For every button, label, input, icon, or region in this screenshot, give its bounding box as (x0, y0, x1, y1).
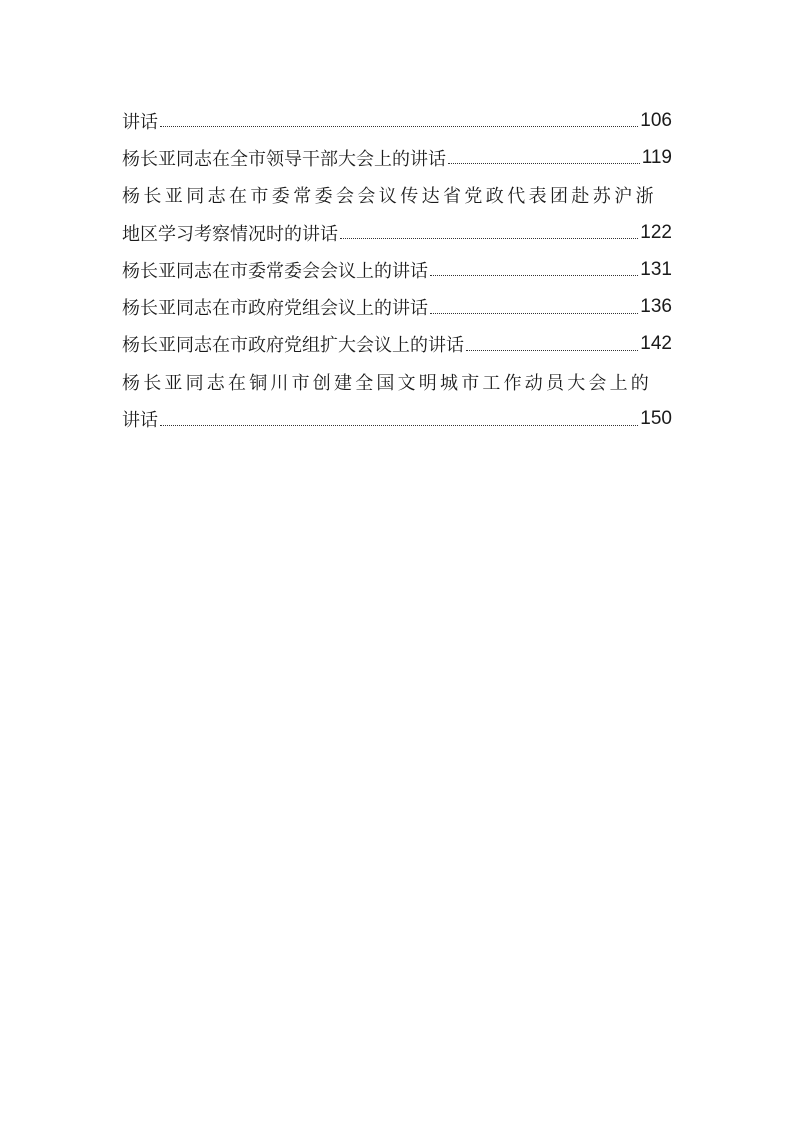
toc-page-number: 106 (640, 109, 672, 131)
toc-entry-4[interactable] (122, 251, 672, 288)
dot-leader (430, 275, 638, 276)
dot-leader (160, 126, 638, 127)
toc-entry-3-line-2[interactable] (122, 214, 672, 251)
toc-page-number: 119 (641, 146, 672, 168)
toc-entry-7-line-1[interactable] (122, 363, 672, 400)
toc-entry-title: 杨长亚同志在市政府党组扩大会议上的讲话 (122, 335, 464, 357)
toc-page-number: 150 (640, 408, 672, 430)
toc-page-number: 136 (640, 296, 672, 318)
toc-entry-1[interactable] (122, 102, 672, 139)
toc-entry-title: 杨长亚同志在全市领导干部大会上的讲话 (122, 148, 446, 170)
toc-entry-title: 杨长亚同志在市委常委会会议传达省党政代表团赴苏沪浙 (122, 186, 657, 208)
dot-leader (448, 163, 640, 164)
table-of-contents (122, 102, 672, 438)
toc-entry-6[interactable] (122, 326, 672, 363)
toc-entry-7-line-2[interactable] (122, 400, 672, 437)
toc-page-number: 131 (640, 258, 672, 280)
toc-page-number: 142 (640, 333, 672, 355)
toc-entry-title-continued: 讲话 (122, 410, 158, 432)
toc-entry-2[interactable] (122, 139, 672, 176)
toc-entry-title: 杨长亚同志在市政府党组会议上的讲话 (122, 298, 428, 320)
toc-entry-title: 讲话 (122, 111, 158, 133)
toc-entry-3-line-1[interactable] (122, 177, 672, 214)
dot-leader (160, 425, 638, 426)
dot-leader (430, 313, 638, 314)
toc-entry-5[interactable] (122, 288, 672, 325)
dot-leader (466, 350, 638, 351)
dot-leader (340, 238, 638, 239)
toc-entry-title: 杨长亚同志在市委常委会会议上的讲话 (122, 260, 428, 282)
toc-entry-title-continued: 地区学习考察情况时的讲话 (122, 223, 338, 245)
toc-entry-title: 杨长亚同志在铜川市创建全国文明城市工作动员大会上的 (122, 372, 652, 394)
toc-page-number: 122 (640, 221, 672, 243)
